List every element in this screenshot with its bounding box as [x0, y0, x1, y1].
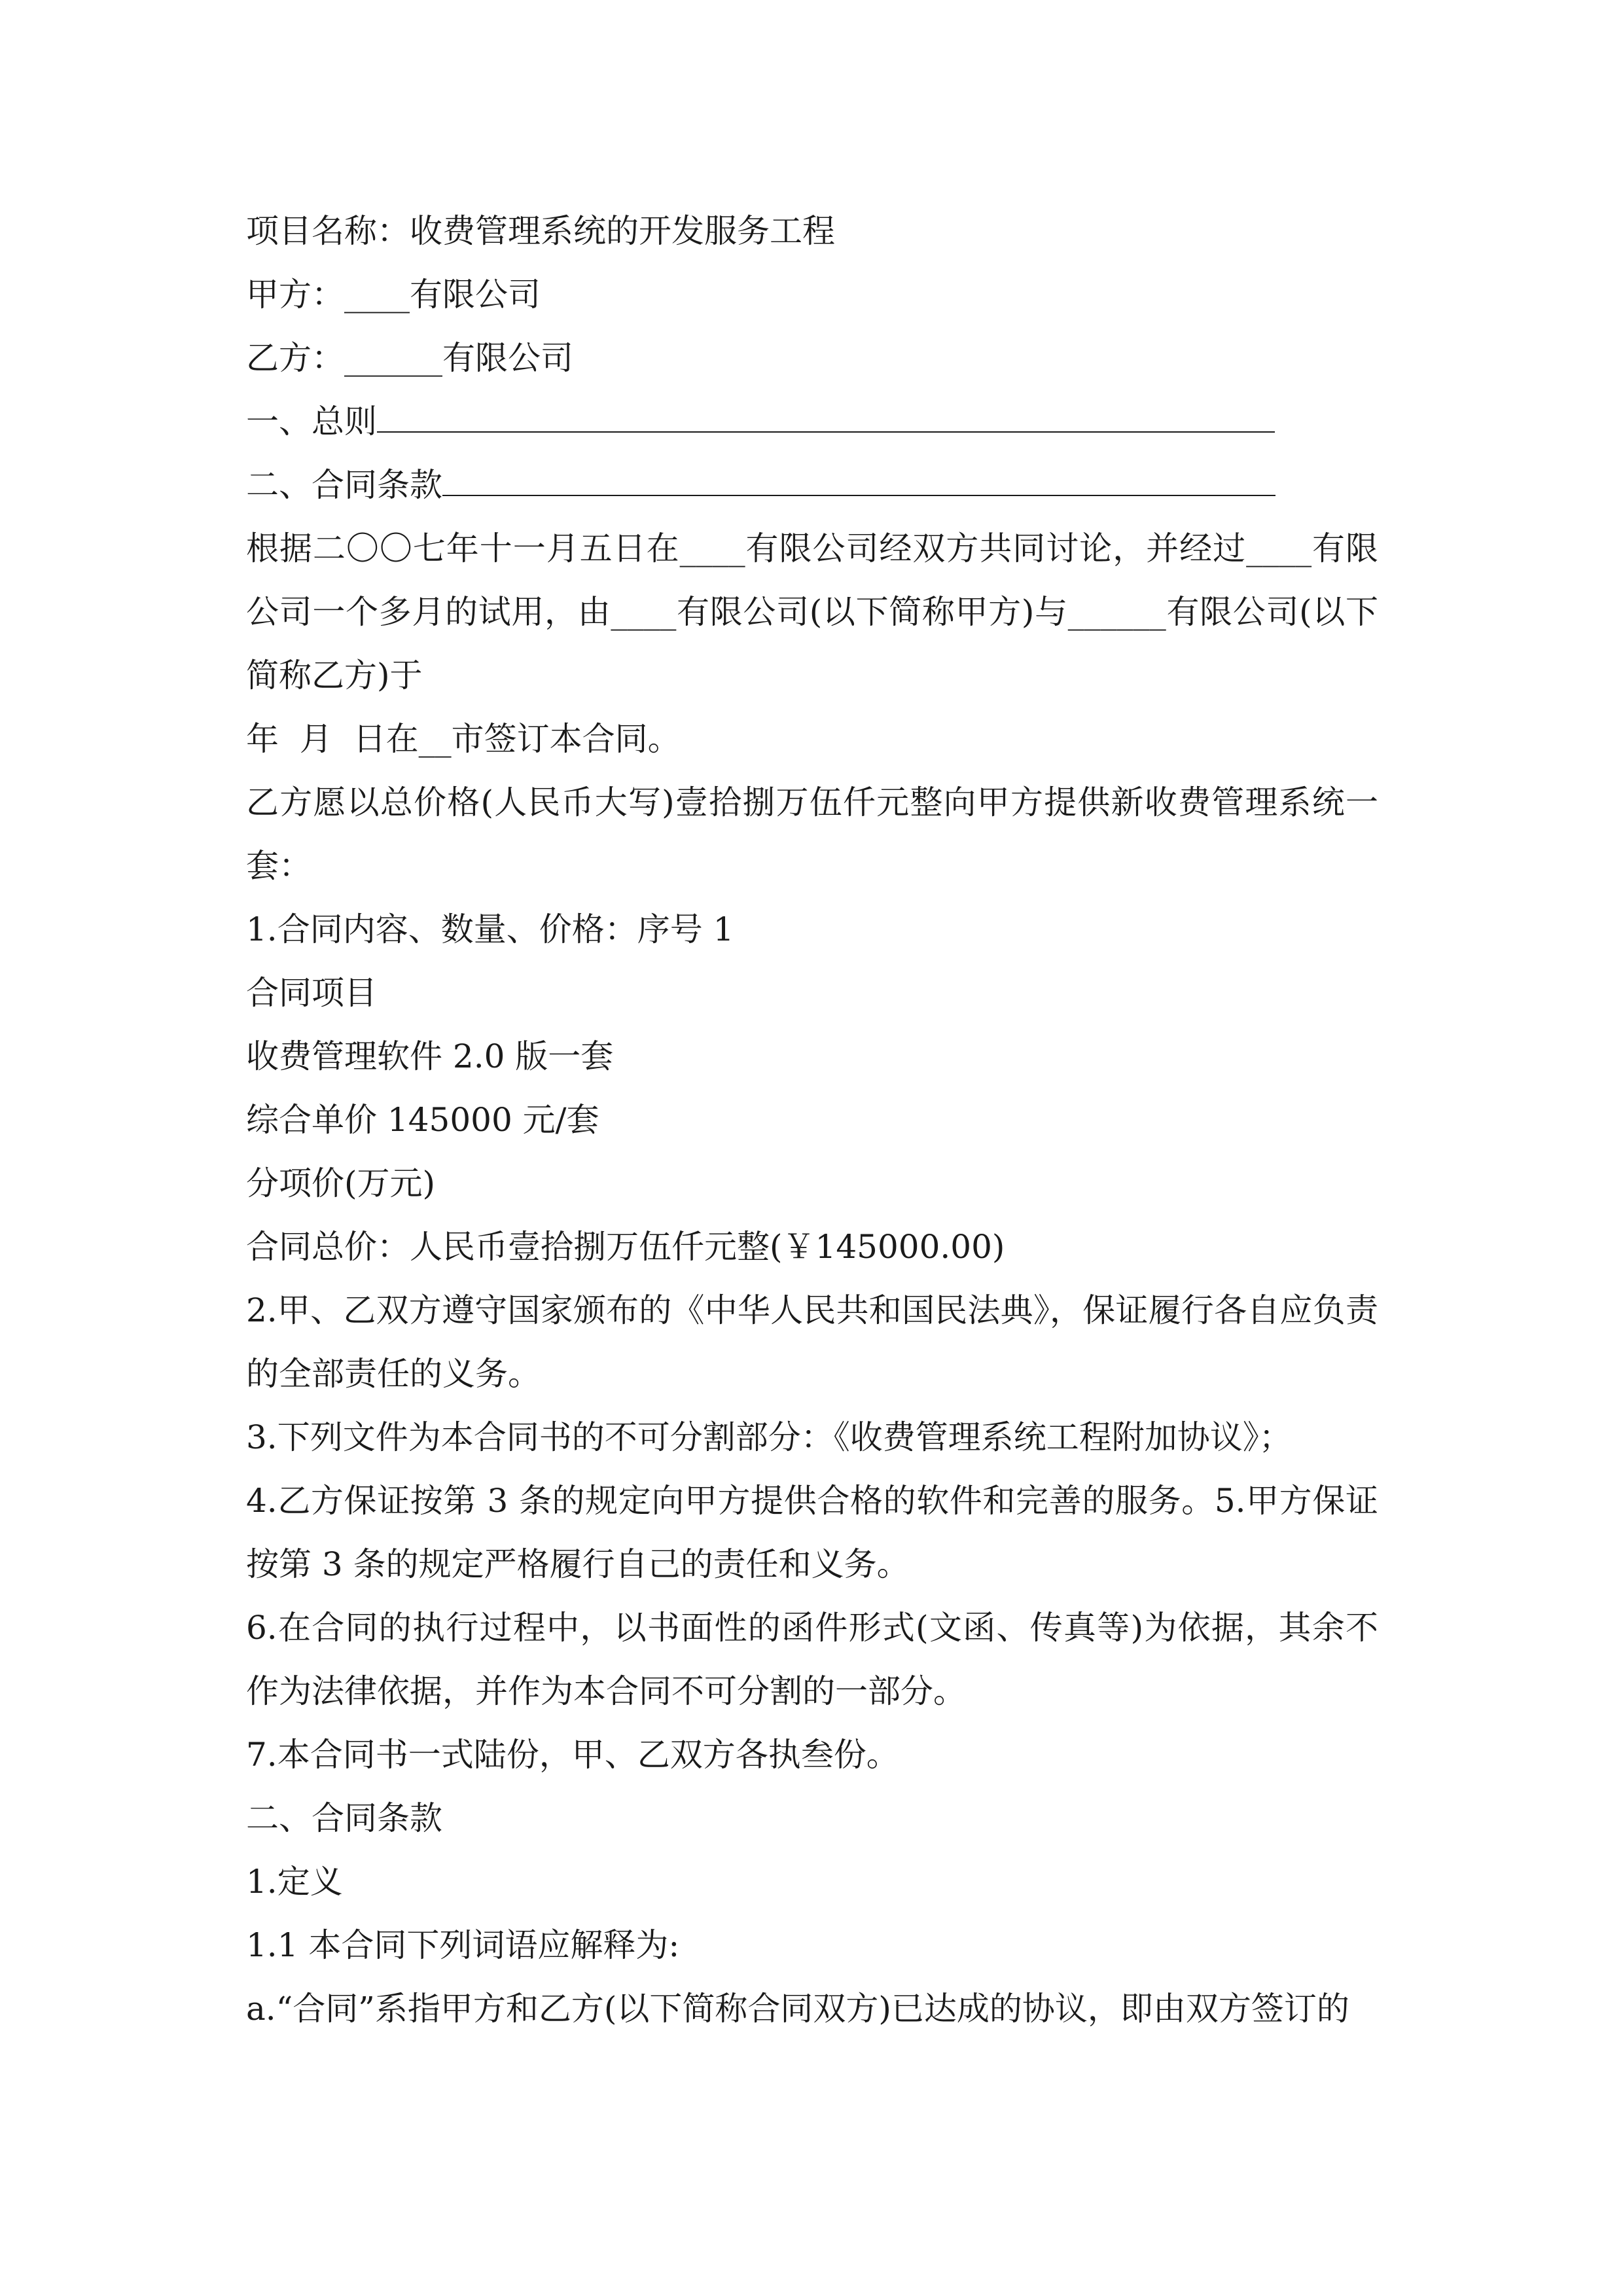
project-name: 项目名称：收费管理系统的开发服务工程 [246, 212, 835, 250]
contract-page [246, 200, 1378, 2041]
price-paragraph: 乙方愿以总价格(人民币大写)壹拾捌万伍仟元整向甲方提供新收费管理系统一套： [246, 783, 1378, 885]
section-terms-row [246, 454, 1378, 517]
sign-date: 年 月 日在__市签订本合同。 [246, 720, 681, 758]
unit-price: 综合单价 145000 元/套 [246, 1101, 599, 1139]
sub-price: 分项价(万元) [246, 1164, 436, 1202]
section-terms: 二、合同条款 [246, 466, 442, 504]
item-7: 7.本合同书一式陆份，甲、乙双方各执叁份。 [246, 1736, 899, 1774]
item-1: 1.合同内容、数量、价格：序号 1 [246, 910, 734, 948]
item-2: 2.甲、乙双方遵守国家颁布的《中华人民共和国民法典》，保证履行各自应负责的全部责任的义务。 [246, 1291, 1378, 1393]
definition-a: a.“合同”系指甲方和乙方(以下简称合同双方)已达成的协议，即由双方签订的 [246, 1990, 1349, 2028]
total-price: 合同总价：人民币壹拾捌万伍仟元整(￥145000.00) [246, 1228, 1005, 1266]
section-general-row [246, 390, 1378, 454]
party-a: 甲方：____有限公司 [246, 276, 541, 314]
party-b: 乙方：______有限公司 [246, 339, 573, 377]
section-terms-2: 二、合同条款 [246, 1799, 442, 1837]
item-4-5: 4.乙方保证按第 3 条的规定向甲方提供合格的软件和完善的服务。5.甲方保证按第 3 条的规定严格履行自己的责任和义务。 [246, 1482, 1378, 1583]
software: 收费管理软件 2.0 版一套 [246, 1037, 614, 1075]
contract-item: 合同项目 [246, 974, 377, 1012]
item-3: 3.下列文件为本合同书的不可分割部分：《收费管理系统工程附加协议》； [246, 1418, 1292, 1456]
intro-paragraph: 根据二〇〇七年十一月五日在____有限公司经双方共同讨论，并经过____有限公司一个多月的试用，由____有限公司(以下简称甲方)与______有限公司(以下简称乙方)于 [246, 529, 1378, 694]
definition: 1.定义 [246, 1863, 343, 1901]
underline-rule [442, 456, 1275, 496]
underline-rule [377, 392, 1275, 433]
definition-1-1: 1.1 本合同下列词语应解释为: [246, 1926, 680, 1964]
item-6: 6.在合同的执行过程中，以书面性的函件形式(文函、传真等)为依据，其余不作为法律依据，并作为本合同不可分割的一部分。 [246, 1609, 1378, 1710]
section-general: 一、总则 [246, 403, 377, 440]
